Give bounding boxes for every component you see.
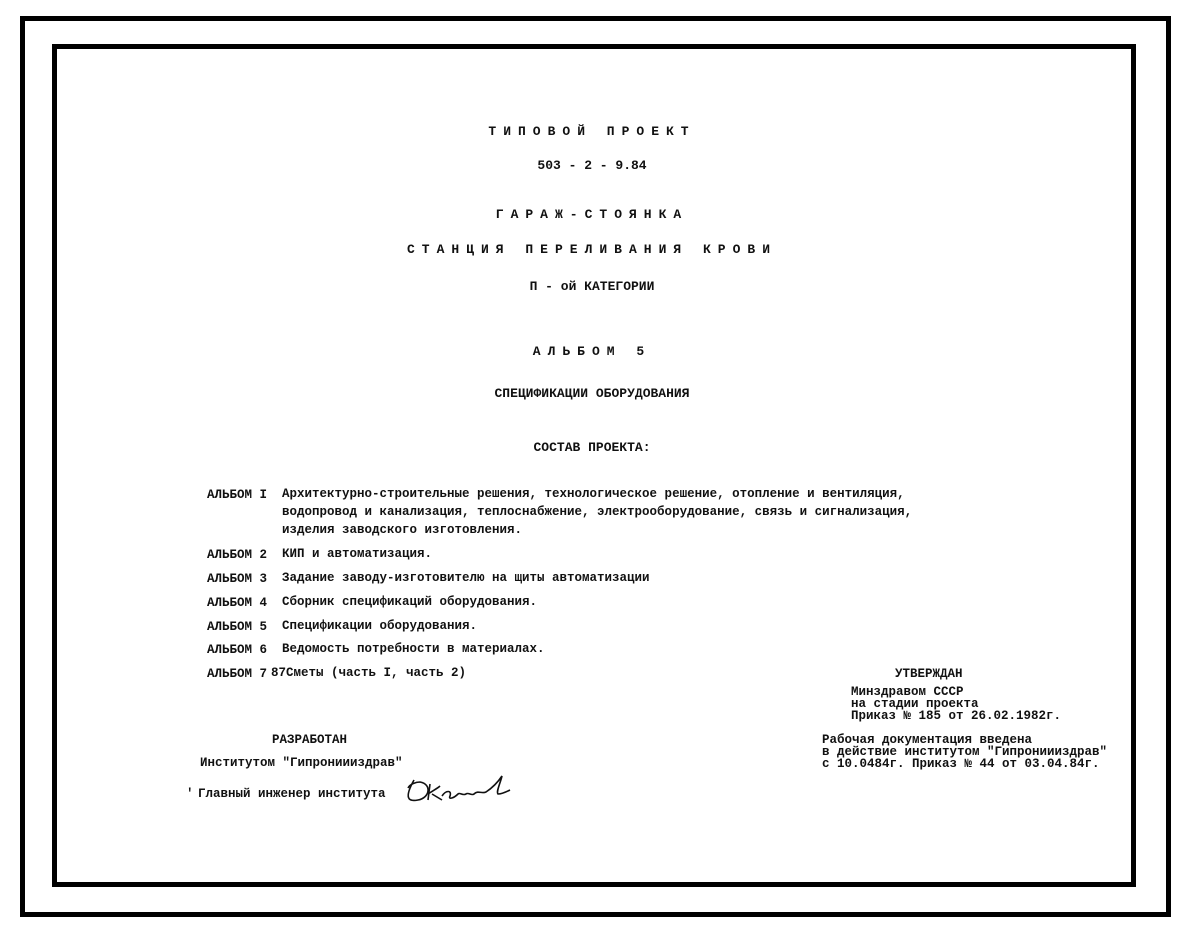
approval-line: Минздравом СССР [851,685,964,699]
album-6-text: Ведомость потребности в материалах. [282,642,545,656]
album-subject: СПЕЦИФИКАЦИИ ОБОРУДОВАНИЯ [494,386,690,401]
signature [402,772,522,808]
tick-mark: ′ [186,787,194,801]
chief-engineer-label: ′ Главный инженер института [186,787,386,801]
approval-block [851,686,1061,722]
album-1-text: Архитектурно-строительные решения, технологическое решение, отопление и вентиляция, водопровод и канализация, теплоснабжение, электрооборудование, связь и сигнализация, изделия заводского изготовления. [282,487,913,537]
album-1-label: АЛЬБОМ I [207,488,268,502]
album-3-label: АЛЬБОМ 3 [207,572,268,586]
enactment-line: Рабочая документация введена [822,733,1033,747]
album-7-text: 87Сметы (часть I, часть 2) [271,666,467,680]
album-2-text: КИП и автоматизация. [282,547,433,561]
enactment-line: в действие институтом "Гипрониииздрав" [822,745,1108,759]
album-3-text: Задание заводу-изготовителю на щиты автоматизации [282,571,650,585]
album-7-label: АЛЬБОМ 7 [207,667,268,681]
title-blood-station: СТАНЦИЯ ПЕРЕЛИВАНИЯ КРОВИ [406,242,778,257]
title-garage: ГАРАЖ-СТОЯНКА [495,207,689,222]
album-title: АЛЬБОМ 5 [532,344,652,359]
album-2-label: АЛЬБОМ 2 [207,548,268,562]
approval-line: на стадии проекта [851,697,979,711]
approved-heading: УТВЕРЖДАН [895,667,963,681]
developed-heading: РАЗРАБОТАН [272,733,348,747]
album-4-text: Сборник спецификаций оборудования. [282,595,538,609]
enactment-line: с 10.0484г. Приказ № 44 от 03.04.84г. [822,757,1100,771]
project-number: 503 - 2 - 9.84 [537,158,647,173]
enactment-block [822,734,1107,770]
album-5-label: АЛЬБОМ 5 [207,620,268,634]
approval-line: Приказ № 185 от 26.02.1982г. [851,709,1062,723]
album-4-label: АЛЬБОМ 4 [207,596,268,610]
album-6-label: АЛЬБОМ 6 [207,643,268,657]
project-type: ТИПОВОЙ ПРОЕКТ [488,124,696,139]
composition-heading: СОСТАВ ПРОЕКТА: [533,440,651,455]
developed-institute: Институтом "Гипрониииздрав" [200,756,403,770]
category: П - ой КАТЕГОРИИ [529,279,655,294]
album-5-text: Спецификации оборудования. [282,619,478,633]
